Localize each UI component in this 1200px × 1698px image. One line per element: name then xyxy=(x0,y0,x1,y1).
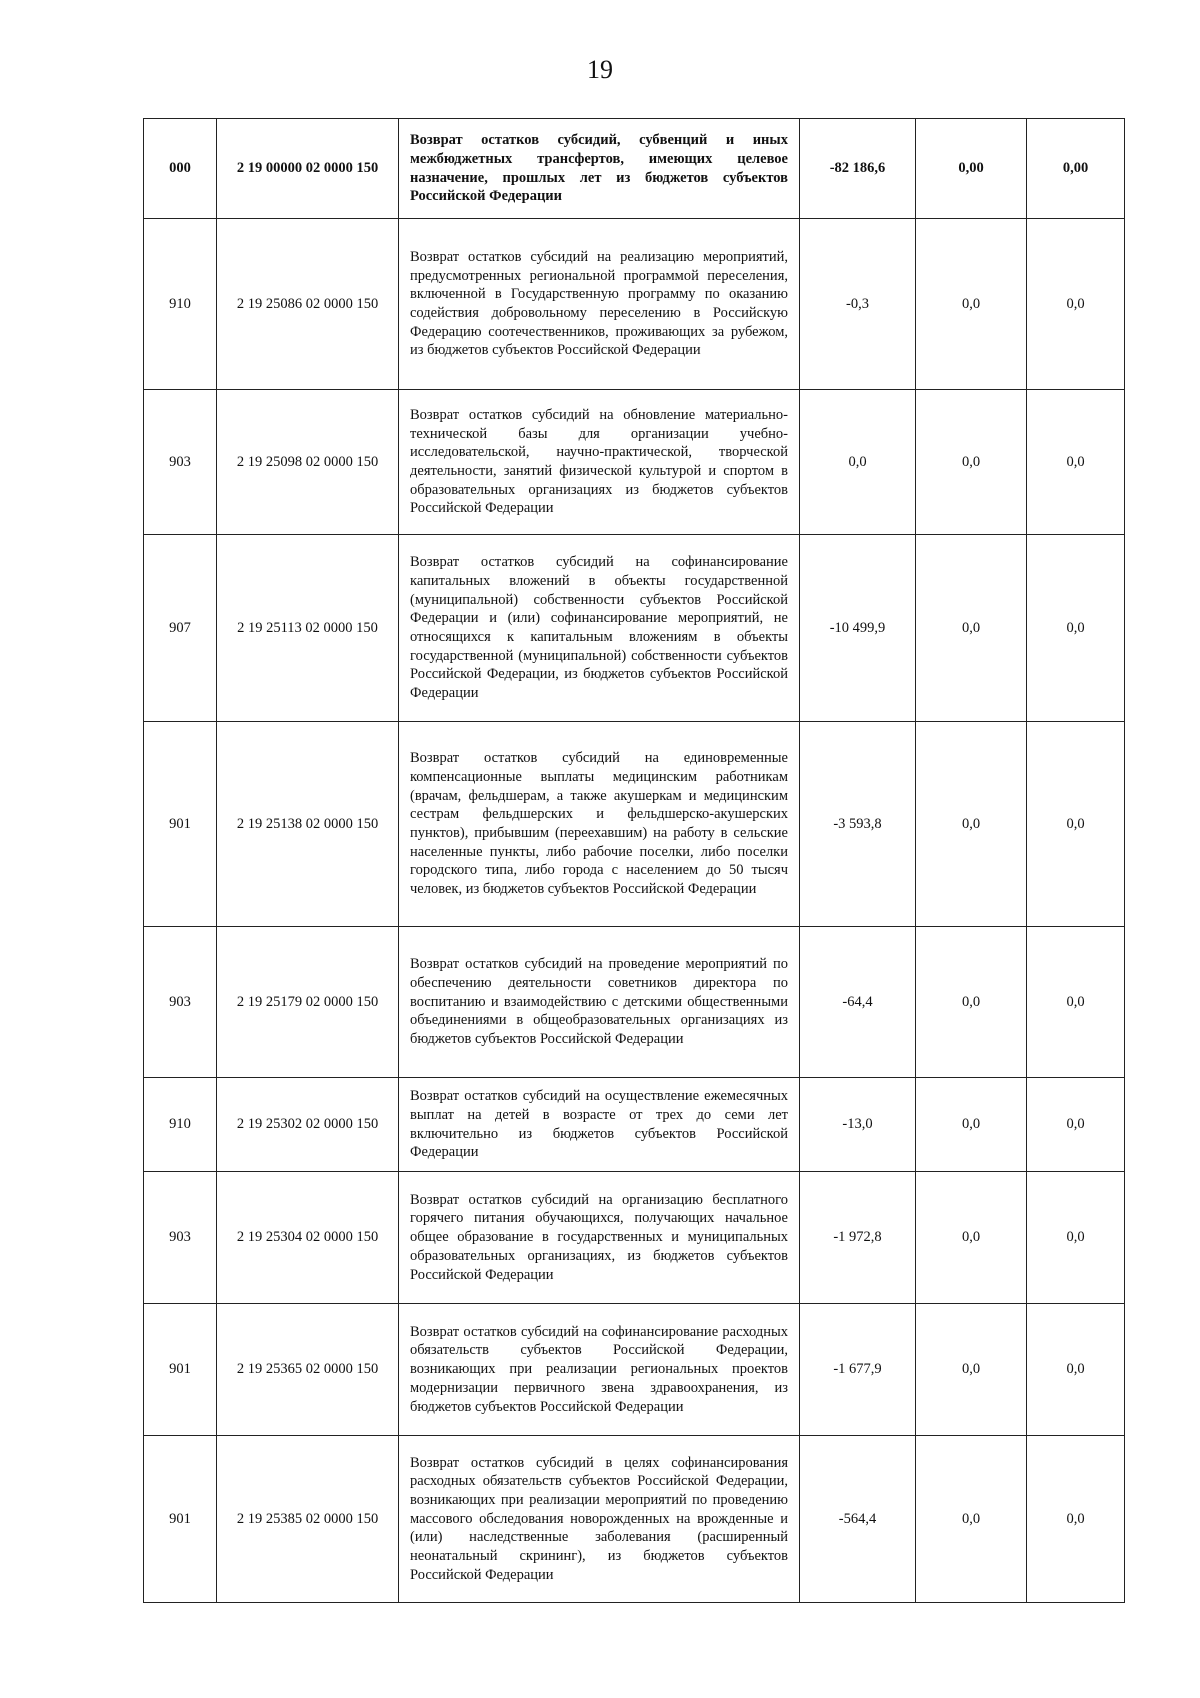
income-name-cell: Возврат остатков субсидий на единовременные компенсационные выплаты медицинским работникам (врачам, фельдшерам, а также акушеркам и медицинским сестрам фельдшерских и фельдшерско-акушерских пунктов), прибывшим (переехавшим) на работу в сельские населенные пункты, либо рабочие поселки, либо поселки городского типа, либо города с населением до 50 тысяч человек, из бюджетов субъектов Российской Федерации xyxy=(399,722,800,927)
amount-cell: 0,0 xyxy=(1027,1304,1125,1436)
amount-cell: 0,0 xyxy=(800,390,916,535)
income-name-cell: Возврат остатков субсидий на софинансирование расходных обязательств субъектов Российской Федерации, возникающих при реализации региональных проектов модернизации первичного звена здравоохранения, из бюджетов субъектов Российской Федерации xyxy=(399,1304,800,1436)
budget-code-cell: 2 19 25302 02 0000 150 xyxy=(217,1078,399,1172)
amount-cell: 0,0 xyxy=(916,927,1027,1078)
amount-cell: 0,0 xyxy=(1027,722,1125,927)
page-number: 19 xyxy=(587,55,613,84)
admin-code-cell: 903 xyxy=(144,390,217,535)
table-row xyxy=(144,1436,1125,1603)
amount-cell: 0,0 xyxy=(1027,390,1125,535)
amount-cell: 0,0 xyxy=(916,1436,1027,1603)
income-name-cell: Возврат остатков субсидий на обновление материально-технической базы для организации учебно-исследовательской, научно-практической, творческой деятельности, занятий физической культурой и спортом в образовательных организациях из бюджетов субъектов Российской Федерации xyxy=(399,390,800,535)
budget-code-cell: 2 19 25138 02 0000 150 xyxy=(217,722,399,927)
income-name-cell: Возврат остатков субсидий в целях софинансирования расходных обязательств субъектов Российской Федерации, возникающих при реализации мероприятий по проведению массового обследования новорожденных на врожденные и (или) наследственные заболевания (расширенный неонатальный скрининг), из бюджетов субъектов Российской Федерации xyxy=(399,1436,800,1603)
income-name-cell: Возврат остатков субсидий на проведение мероприятий по обеспечению деятельности советников директора по воспитанию и взаимодействию с детскими общественными объединениями в общеобразовательных организациях из бюджетов субъектов Российской Федерации xyxy=(399,927,800,1078)
table-row xyxy=(144,535,1125,722)
amount-cell: 0,0 xyxy=(916,390,1027,535)
amount-cell: -1 972,8 xyxy=(800,1172,916,1304)
amount-cell: 0,0 xyxy=(916,1172,1027,1304)
admin-code-cell: 910 xyxy=(144,1078,217,1172)
amount-cell: -0,3 xyxy=(800,219,916,390)
income-name-cell: Возврат остатков субсидий на организацию бесплатного горячего питания обучающихся, получающих начальное общее образование в государственных и муниципальных образовательных организациях, из бюджетов субъектов Российской Федерации xyxy=(399,1172,800,1304)
amount-cell: 0,0 xyxy=(916,219,1027,390)
amount-cell: -82 186,6 xyxy=(800,119,916,219)
amount-cell: 0,0 xyxy=(1027,927,1125,1078)
budget-code-cell: 2 19 25385 02 0000 150 xyxy=(217,1436,399,1603)
budget-table xyxy=(143,118,1125,1603)
income-name-cell: Возврат остатков субсидий на реализацию мероприятий, предусмотренных региональной программой переселения, включенной в Государственную программу по оказанию содействия добровольному переселению в Российскую Федерацию соотечественников, проживающих за рубежом, из бюджетов субъектов Российской Федерации xyxy=(399,219,800,390)
amount-cell: -64,4 xyxy=(800,927,916,1078)
amount-cell: -564,4 xyxy=(800,1436,916,1603)
amount-cell: 0,0 xyxy=(916,1304,1027,1436)
table-row xyxy=(144,1078,1125,1172)
admin-code-cell: 910 xyxy=(144,219,217,390)
admin-code-cell: 901 xyxy=(144,1436,217,1603)
amount-cell: -1 677,9 xyxy=(800,1304,916,1436)
admin-code-cell: 903 xyxy=(144,1172,217,1304)
table-row xyxy=(144,219,1125,390)
table-row xyxy=(144,1172,1125,1304)
amount-cell: -10 499,9 xyxy=(800,535,916,722)
table-row xyxy=(144,1304,1125,1436)
amount-cell: 0,0 xyxy=(1027,1172,1125,1304)
budget-code-cell: 2 19 25086 02 0000 150 xyxy=(217,219,399,390)
amount-cell: 0,00 xyxy=(916,119,1027,219)
amount-cell: 0,0 xyxy=(1027,1078,1125,1172)
budget-code-cell: 2 19 25304 02 0000 150 xyxy=(217,1172,399,1304)
income-name-cell: Возврат остатков субсидий на осуществление ежемесячных выплат на детей в возрасте от трех до семи лет включительно из бюджетов субъектов Российской Федерации xyxy=(399,1078,800,1172)
budget-code-cell: 2 19 25113 02 0000 150 xyxy=(217,535,399,722)
income-name-cell: Возврат остатков субсидий на софинансирование капитальных вложений в объекты государственной (муниципальной) собственности субъектов Российской Федерации и (или) софинансирование мероприятий, не относящихся к капитальным вложениям в объекты государственной (муниципальной) собственности субъектов Российской Федерации, из бюджетов субъектов Российской Федерации xyxy=(399,535,800,722)
admin-code-cell: 901 xyxy=(144,722,217,927)
budget-code-cell: 2 19 25365 02 0000 150 xyxy=(217,1304,399,1436)
budget-code-cell: 2 19 25098 02 0000 150 xyxy=(217,390,399,535)
table-row xyxy=(144,927,1125,1078)
admin-code-cell: 901 xyxy=(144,1304,217,1436)
table-row xyxy=(144,722,1125,927)
amount-cell: 0,0 xyxy=(1027,535,1125,722)
admin-code-cell: 907 xyxy=(144,535,217,722)
amount-cell: 0,0 xyxy=(916,1078,1027,1172)
table-row xyxy=(144,119,1125,219)
admin-code-cell: 903 xyxy=(144,927,217,1078)
budget-code-cell: 2 19 25179 02 0000 150 xyxy=(217,927,399,1078)
amount-cell: -3 593,8 xyxy=(800,722,916,927)
budget-code-cell: 2 19 00000 02 0000 150 xyxy=(217,119,399,219)
table-row xyxy=(144,390,1125,535)
amount-cell: 0,0 xyxy=(1027,1436,1125,1603)
amount-cell: 0,0 xyxy=(916,722,1027,927)
amount-cell: -13,0 xyxy=(800,1078,916,1172)
admin-code-cell: 000 xyxy=(144,119,217,219)
budget-table-body xyxy=(144,119,1125,1603)
amount-cell: 0,0 xyxy=(1027,219,1125,390)
amount-cell: 0,0 xyxy=(916,535,1027,722)
amount-cell: 0,00 xyxy=(1027,119,1125,219)
income-name-cell: Возврат остатков субсидий, субвенций и иных межбюджетных трансфертов, имеющих целевое назначение, прошлых лет из бюджетов субъектов Российской Федерации xyxy=(399,119,800,219)
